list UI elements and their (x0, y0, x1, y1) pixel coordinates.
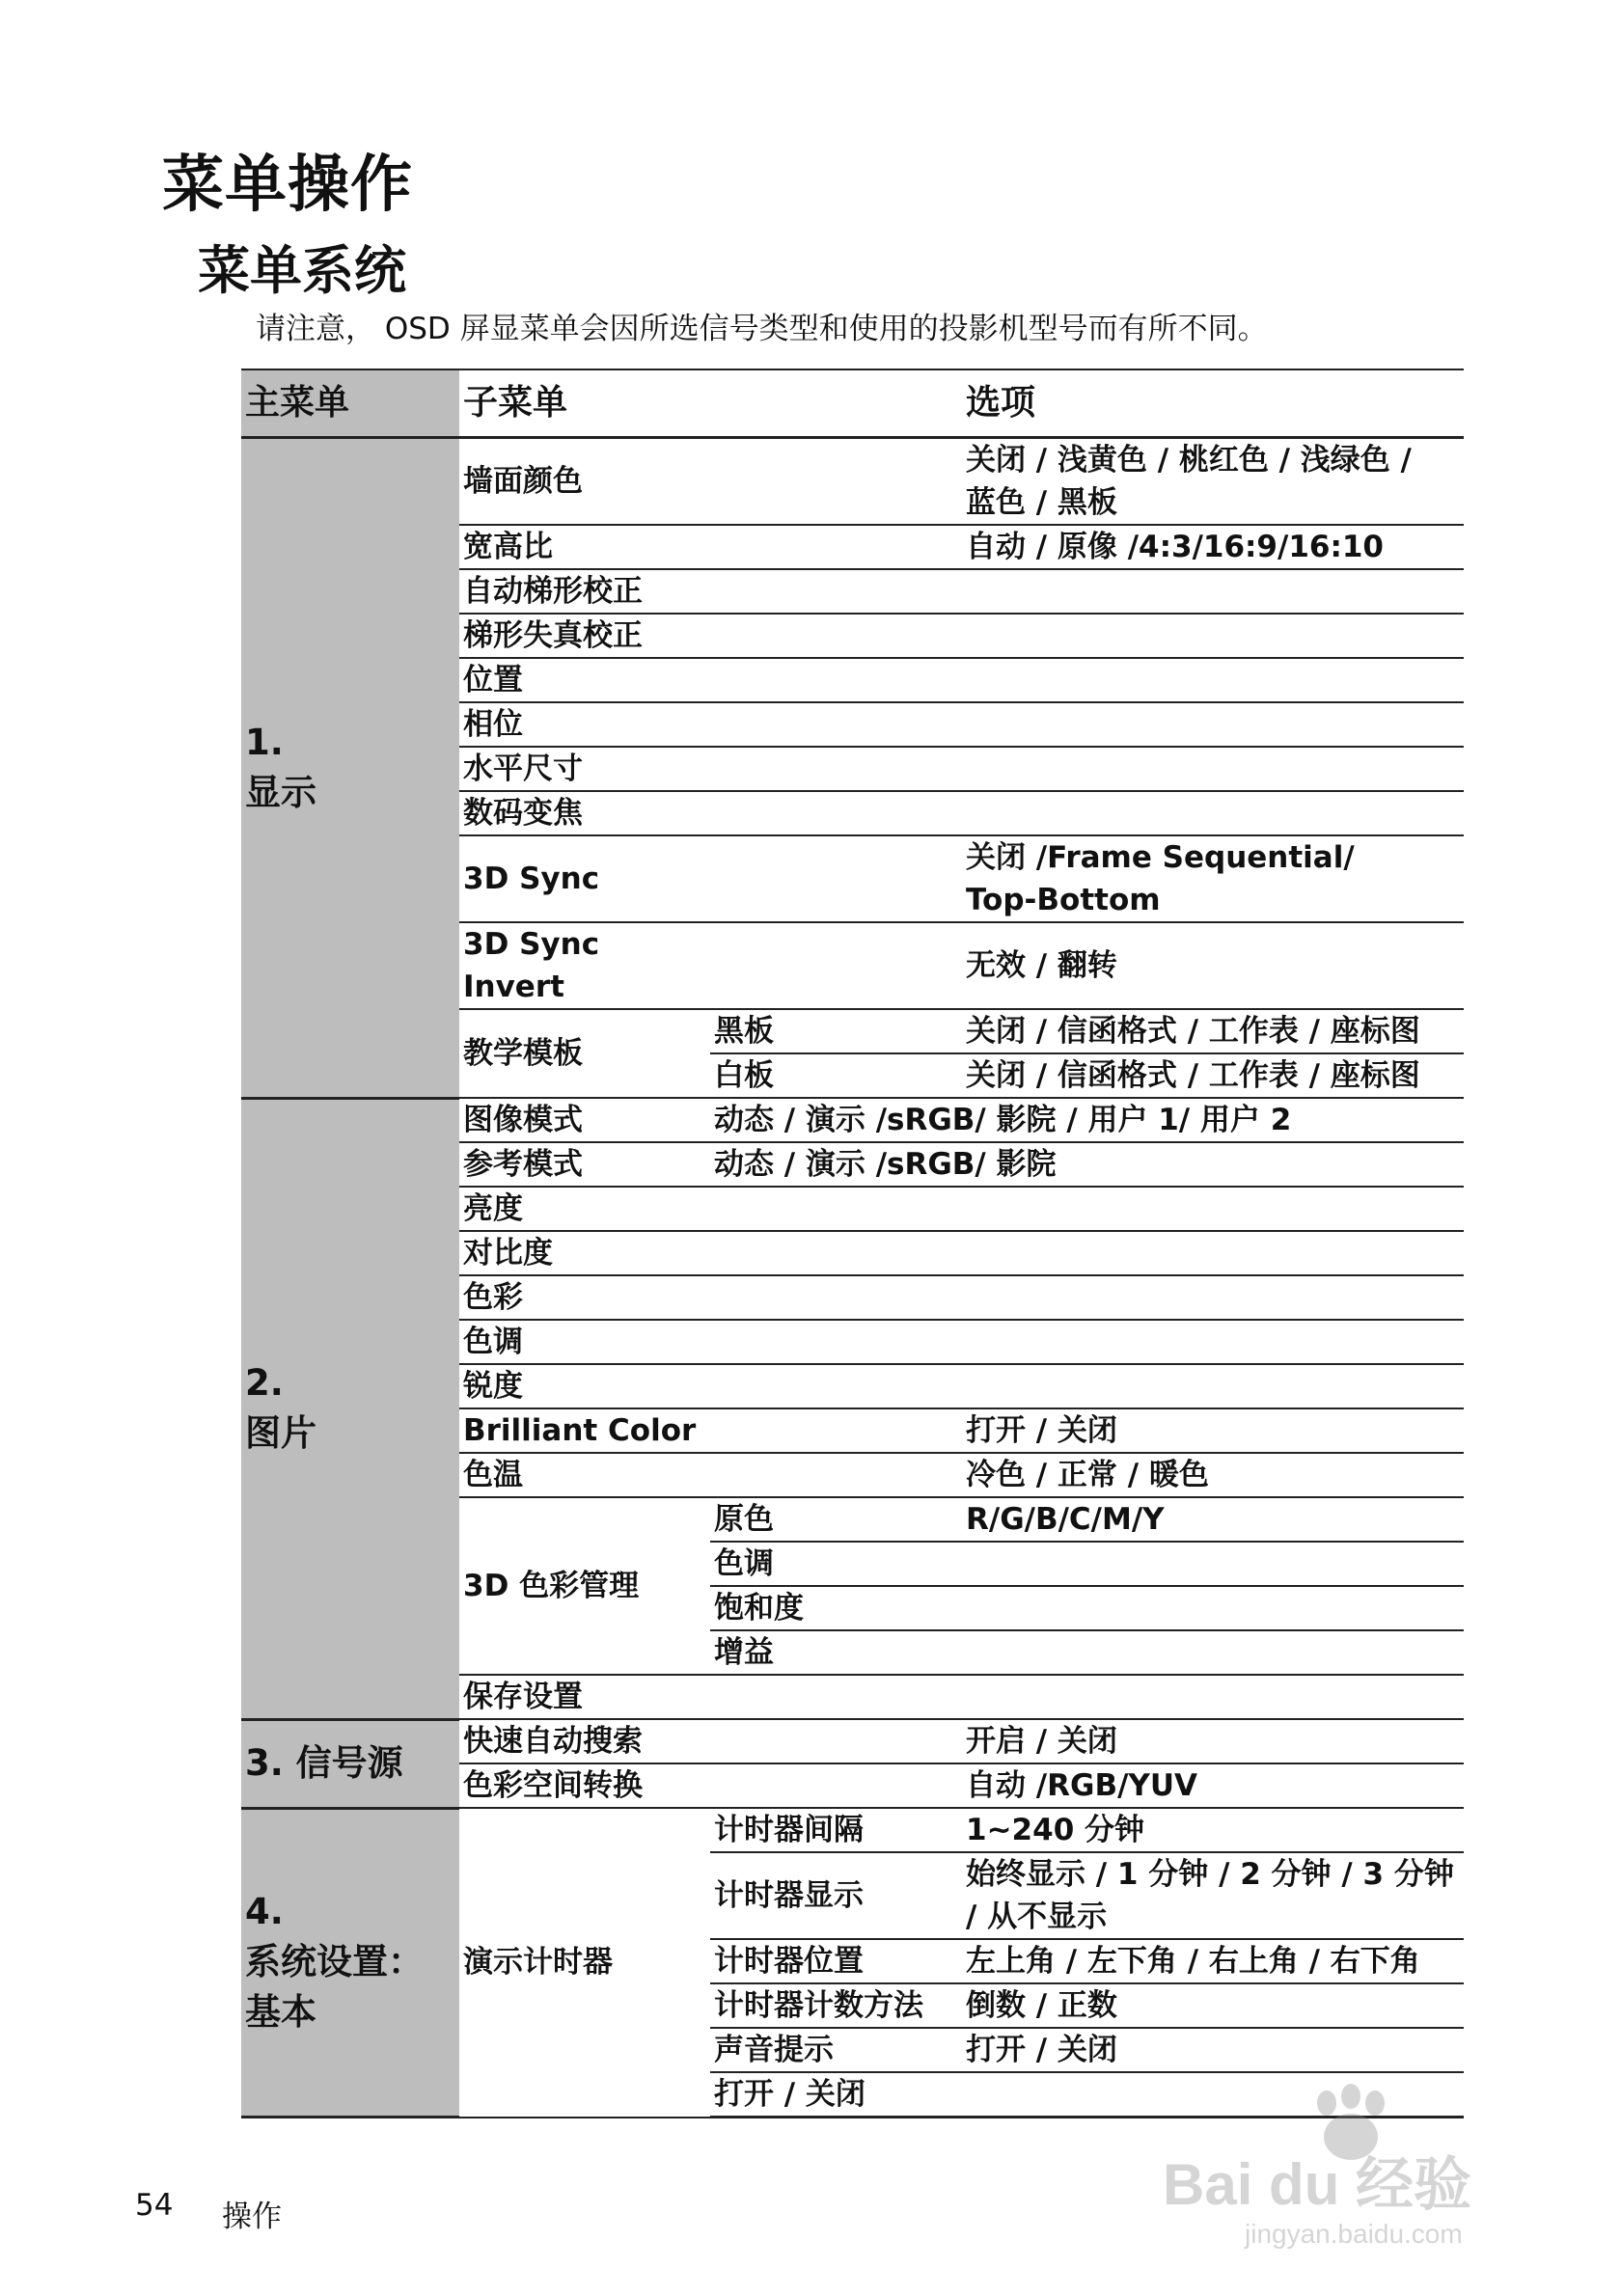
page-number: 54 (135, 2188, 174, 2223)
table-header-row (241, 369, 1464, 438)
submenu-cell: 对比度 (459, 1231, 710, 1275)
submenu-cell: 锐度 (459, 1364, 710, 1408)
submenu-cell: 亮度 (459, 1187, 710, 1231)
sub-submenu-cell: 声音提示 (710, 2028, 962, 2072)
table-row (241, 1098, 1464, 1142)
submenu-cell: Brilliant Color (459, 1408, 710, 1453)
empty-cell (710, 922, 962, 1009)
empty-cell (710, 1719, 962, 1763)
submenu-cell: 快速自动搜索 (459, 1719, 710, 1763)
submenu-cell: 演示计时器 (459, 1808, 710, 2118)
main-menu-cell: 2. 图片 (241, 1098, 459, 1719)
watermark-url: jingyan.baidu.com (1245, 2219, 1463, 2249)
header-main-menu: 主菜单 (241, 369, 459, 438)
page-title: 菜单操作 (162, 150, 413, 221)
sub-submenu-cell: 白板 (710, 1053, 962, 1098)
option-cell (962, 1275, 1464, 1320)
main-menu-cell: 1. 显示 (241, 438, 459, 1099)
watermark-brand: Bai du 经验 (1163, 2152, 1472, 2217)
empty-cell (710, 1453, 962, 1497)
option-cell: 左上角 / 左下角 / 右上角 / 右下角 (962, 1939, 1464, 1983)
main-menu-cell: 3. 信号源 (241, 1719, 459, 1808)
empty-cell (710, 702, 962, 747)
submenu-cell: 墙面颜色 (459, 438, 710, 526)
option-cell (962, 1231, 1464, 1275)
submenu-cell: 位置 (459, 658, 710, 702)
header-options: 选项 (962, 369, 1464, 438)
option-cell: 关闭 / 信函格式 / 工作表 / 座标图 (962, 1009, 1464, 1053)
submenu-cell: 相位 (459, 702, 710, 747)
option-cell: 自动 / 原像 /4:3/16:9/16:10 (962, 525, 1464, 569)
option-cell (962, 791, 1464, 835)
baidu-watermark (1153, 2069, 1539, 2253)
main-menu-cell: 4. 系统设置： 基本 (241, 1808, 459, 2118)
option-cell: 关闭 / 信函格式 / 工作表 / 座标图 (962, 1053, 1464, 1098)
option-cell (962, 658, 1464, 702)
option-cell: 关闭 /Frame Sequential/ Top-Bottom (962, 835, 1464, 922)
sub-submenu-cell: 计时器计数方法 (710, 1983, 962, 2028)
table-row (241, 1808, 1464, 1852)
sub-submenu-cell: 计时器位置 (710, 1939, 962, 1983)
menu-table (241, 369, 1464, 2118)
submenu-cell: 图像模式 (459, 1098, 710, 1142)
empty-cell (710, 658, 962, 702)
option-cell: 关闭 / 浅黄色 / 桃红色 / 浅绿色 / 蓝色 / 黑板 (962, 438, 1464, 526)
submenu-cell: 数码变焦 (459, 791, 710, 835)
sub-submenu-cell: 原色 (710, 1497, 962, 1542)
option-cell: 冷色 / 正常 / 暖色 (962, 1453, 1464, 1497)
empty-cell (710, 569, 962, 614)
submenu-cell: 色温 (459, 1453, 710, 1497)
empty-cell (710, 747, 962, 791)
empty-cell (710, 1364, 962, 1408)
option-cell: 开启 / 关闭 (962, 1719, 1464, 1763)
option-cell: 打开 / 关闭 (962, 1408, 1464, 1453)
sub-submenu-cell: 黑板 (710, 1009, 962, 1053)
submenu-cell: 色彩空间转换 (459, 1763, 710, 1808)
note-text: 请注意， OSD 屏显菜单会因所选信号类型和使用的投影机型号而有所不同。 (256, 312, 1268, 346)
empty-cell (710, 835, 962, 922)
paw-icon (1317, 2084, 1385, 2160)
empty-cell (710, 525, 962, 569)
empty-cell (710, 1408, 962, 1453)
submenu-cell: 色调 (459, 1320, 710, 1364)
submenu-cell: 3D 色彩管理 (459, 1497, 710, 1675)
sub-submenu-cell: 增益 (710, 1630, 962, 1675)
footer-label: 操作 (222, 2200, 282, 2234)
table-body (241, 438, 1464, 2118)
sub-submenu-cell: 计时器间隔 (710, 1808, 962, 1852)
option-cell (962, 614, 1464, 658)
section-title: 菜单系统 (198, 240, 406, 301)
sub-submenu-cell: 计时器显示 (710, 1852, 962, 1939)
table-row (241, 1719, 1464, 1763)
option-cell (962, 1630, 1464, 1675)
empty-cell (710, 791, 962, 835)
option-cell: 打开 / 关闭 (962, 2028, 1464, 2072)
empty-cell (710, 614, 962, 658)
empty-cell (710, 1275, 962, 1320)
option-cell (962, 702, 1464, 747)
option-cell (962, 1542, 1464, 1586)
option-cell (962, 1320, 1464, 1364)
empty-cell (710, 1187, 962, 1231)
sub-submenu-cell: 打开 / 关闭 (710, 2072, 962, 2118)
option-cell (962, 569, 1464, 614)
submenu-cell: 3D Sync (459, 835, 710, 922)
option-cell: 始终显示 / 1 分钟 / 2 分钟 / 3 分钟 / 从不显示 (962, 1852, 1464, 1939)
empty-cell (710, 1763, 962, 1808)
option-cell (962, 747, 1464, 791)
submenu-cell: 色彩 (459, 1275, 710, 1320)
sub-submenu-cell: 色调 (710, 1542, 962, 1586)
option-cell: 1~240 分钟 (962, 1808, 1464, 1852)
sub-submenu-cell: 饱和度 (710, 1586, 962, 1630)
submenu-cell: 参考模式 (459, 1142, 710, 1187)
option-cell (962, 1187, 1464, 1231)
submenu-cell: 保存设置 (459, 1675, 710, 1719)
empty-cell (710, 1320, 962, 1364)
submenu-cell: 自动梯形校正 (459, 569, 710, 614)
empty-cell (710, 1231, 962, 1275)
option-cell: R/G/B/C/M/Y (962, 1497, 1464, 1542)
submenu-cell: 教学模板 (459, 1009, 710, 1098)
empty-cell (710, 1675, 962, 1719)
empty-cell (710, 438, 962, 526)
submenu-cell: 梯形失真校正 (459, 614, 710, 658)
option-cell (962, 1586, 1464, 1630)
option-wide-cell: 动态 / 演示 /sRGB/ 影院 / 用户 1/ 用户 2 (710, 1098, 1464, 1142)
option-cell: 无效 / 翻转 (962, 922, 1464, 1009)
submenu-cell: 水平尺寸 (459, 747, 710, 791)
header-submenu: 子菜单 (459, 369, 962, 438)
submenu-cell: 3D Sync Invert (459, 922, 710, 1009)
table-row (241, 438, 1464, 526)
option-cell (962, 1364, 1464, 1408)
option-wide-cell: 动态 / 演示 /sRGB/ 影院 (710, 1142, 1464, 1187)
option-cell: 倒数 / 正数 (962, 1983, 1464, 2028)
submenu-cell: 宽高比 (459, 525, 710, 569)
option-cell: 自动 /RGB/YUV (962, 1763, 1464, 1808)
option-cell (962, 1675, 1464, 1719)
